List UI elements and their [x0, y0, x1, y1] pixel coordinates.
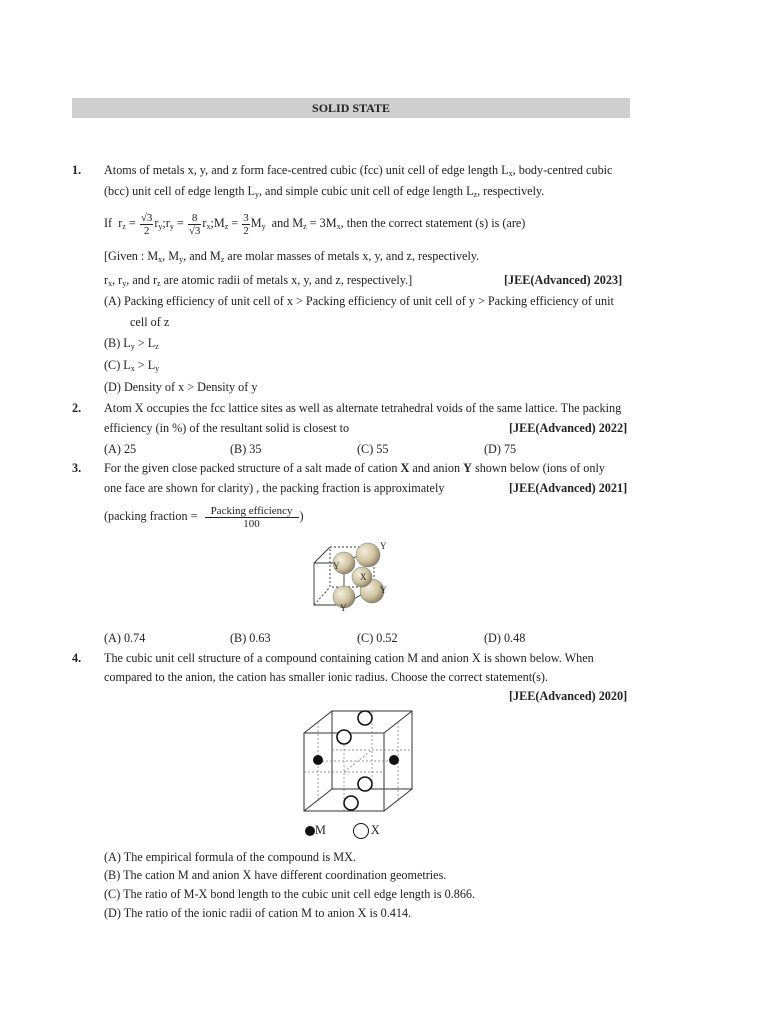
q4-text-line1: The cubic unit cell structure of a compound containing cation M and anion X is shown below. When — [104, 651, 594, 665]
q4-option-c: (C) The ratio of M-X bond length to the cubic unit cell edge length is 0.866. — [104, 887, 476, 901]
q3-text-line1: For the given close packed structure of a salt made of cation X and anion Y shown below (ions of only — [104, 461, 605, 475]
q4-number: 4. — [72, 651, 82, 665]
q2-exam-tag: [JEE(Advanced) 2022] — [509, 421, 628, 435]
q4-option-d: (D) The ratio of the ionic radii of cation M to anion X is 0.414. — [104, 906, 412, 920]
q3-option-a: (A) 0.74 — [104, 631, 146, 645]
q3-number: 3. — [72, 461, 82, 475]
q1-option-d: (D) Density of x > Density of y — [104, 380, 258, 394]
q2-text-line2: efficiency (in %) of the resultant solid is closest to — [104, 421, 350, 435]
anion-x-marker — [353, 823, 369, 839]
q3-option-b: (B) 0.63 — [230, 631, 271, 645]
q1-option-c: (C) $L_x > L_y$ — [104, 358, 160, 373]
q3-option-d: (D) 0.48 — [484, 631, 526, 645]
q4-text-line2: compared to the anion, the cation has smaller ionic radius. Choose the correct statement(s). — [104, 670, 549, 684]
q1-formula: If $r_z$ = $\frac{√3}{2}$ $r_y;r_y$ = $\frac{8}{√3}$ $r_x;M_z$ = $\frac{3}{2}$ $M_y$ and $M_z = 3M_x$, then the correct statement (s) is (are) — [104, 211, 526, 237]
q1-text-line1: Atoms of metals x, y, and z form face-centred cubic (fcc) unit cell of edge length $L_x$, body-centred cubic — [104, 163, 613, 178]
svg-text:Y: Y — [333, 561, 340, 571]
legend: M X — [305, 823, 380, 839]
close-packed-structure-figure — [300, 535, 400, 620]
q2-option-c: (C) 55 — [357, 442, 389, 456]
q3-option-c: (C) 0.52 — [357, 631, 398, 645]
q2-option-b: (B) 35 — [230, 442, 262, 456]
svg-text:Y: Y — [340, 603, 347, 613]
q1-given-line1: [Given : $M_x$, $M_y$, and $M_z$ are molar masses of metals x, y, and z, respectively. — [104, 249, 480, 264]
q1-option-a-cont: cell of z — [130, 315, 170, 329]
q1-option-b: (B) $L_y > L_z$ — [104, 336, 159, 351]
svg-text:X: X — [360, 572, 367, 582]
q1-option-a: (A) Packing efficiency of unit cell of x > Packing efficiency of unit cell of y > Packing efficiency of unit — [104, 294, 614, 308]
q2-option-a: (A) 25 — [104, 442, 137, 456]
q1-text-line2: (bcc) unit cell of edge length $L_y$, and simple cubic unit cell of edge length $L_z$, respectively. — [104, 184, 545, 199]
q4-option-a: (A) The empirical formula of the compound is MX. — [104, 850, 356, 864]
q3-text-line2: one face are shown for clarity) , the packing fraction is approximately — [104, 481, 445, 495]
cation-m-marker — [305, 826, 315, 836]
q1-number: 1. — [72, 163, 82, 177]
q2-text-line1: Atom X occupies the fcc lattice sites as well as alternate tetrahedral voids of the same lattice. The packing — [104, 401, 622, 415]
q1-given-line2: $r_x$, $r_y$, and $r_z$ are atomic radii of metals x, y, and z, respectively.] — [104, 273, 413, 288]
q1-exam-tag: [JEE(Advanced) 2023] — [504, 273, 623, 287]
q2-number: 2. — [72, 401, 82, 415]
svg-text:Y: Y — [380, 541, 387, 551]
page-title: SOLID STATE — [72, 98, 630, 118]
q3-exam-tag: [JEE(Advanced) 2021] — [509, 481, 628, 495]
q4-option-b: (B) The cation M and anion X have different coordination geometries. — [104, 868, 447, 882]
q3-packing-fraction: (packing fraction = $\frac{\text{Packing efficiency}}{100}$ ) — [104, 504, 304, 530]
q4-exam-tag: [JEE(Advanced) 2020] — [509, 689, 628, 703]
q2-option-d: (D) 75 — [484, 442, 517, 456]
svg-text:Y: Y — [380, 585, 387, 595]
